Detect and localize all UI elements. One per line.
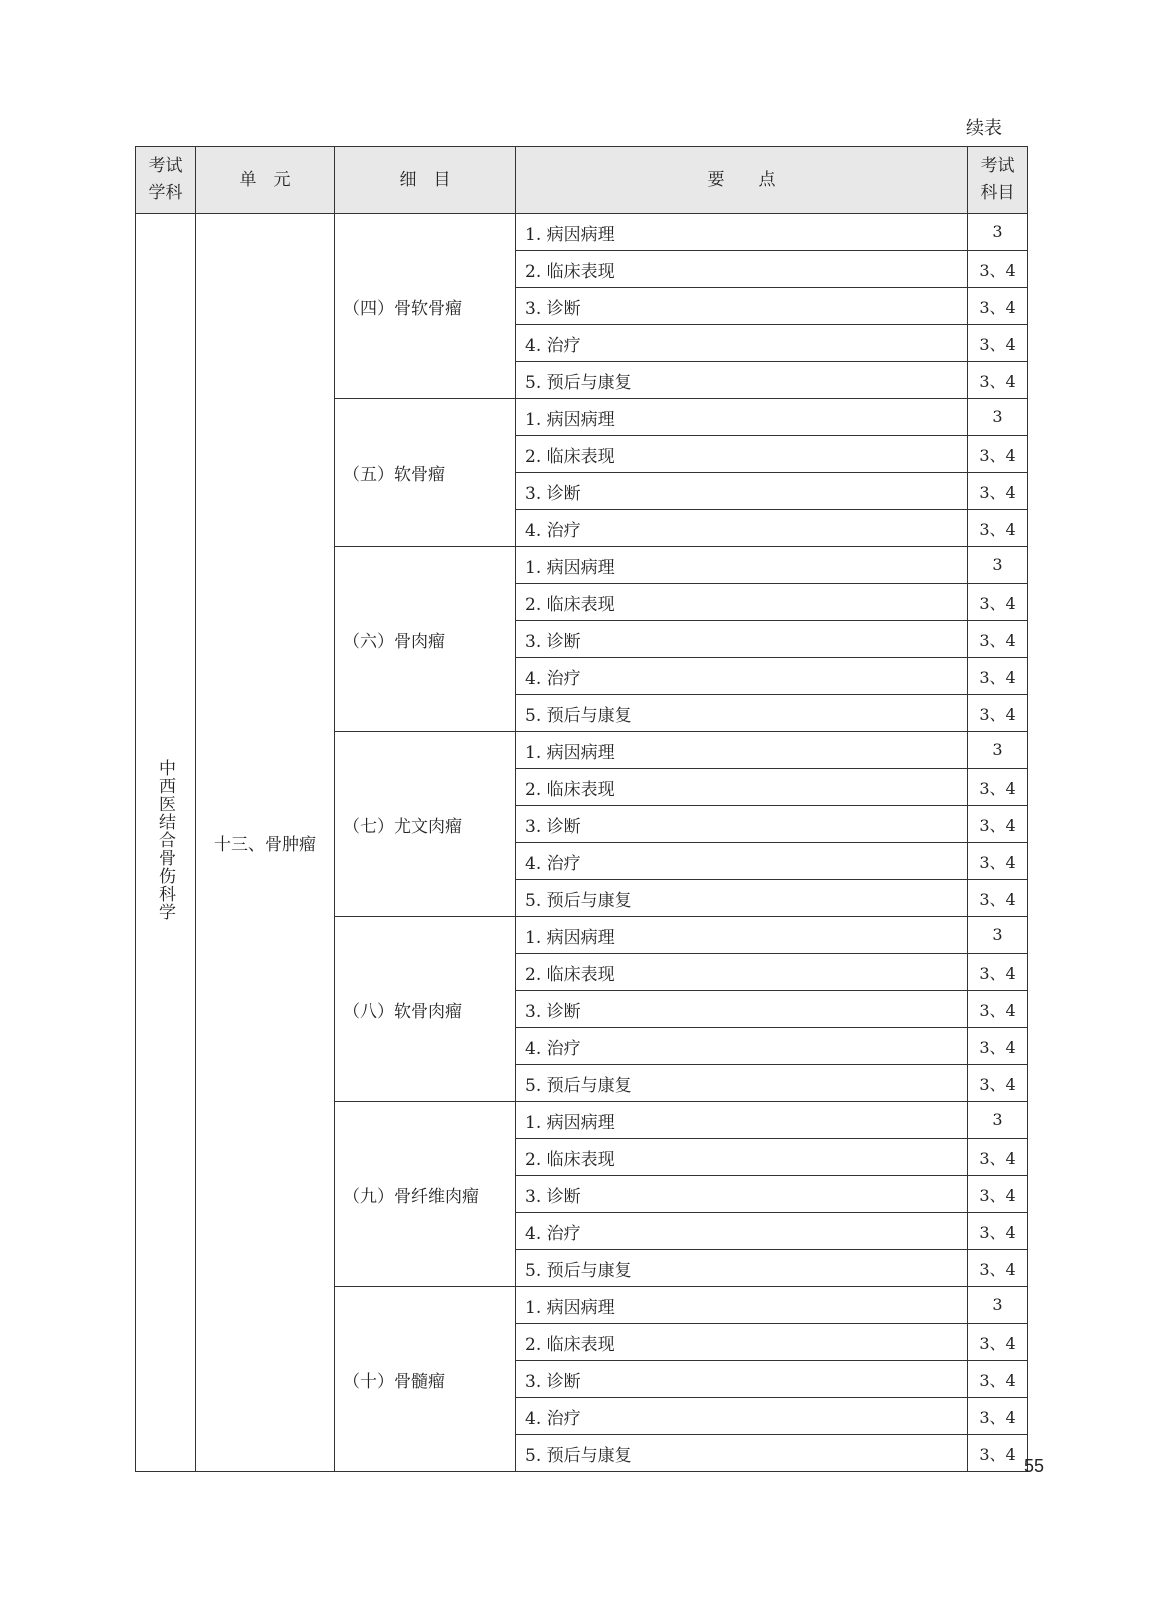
level-value: 3、4 [979,889,1016,909]
point-cell: 5. 预后与康复 [516,1250,968,1287]
level-value: 3、4 [979,1037,1016,1057]
level-value: 3、4 [979,445,1016,465]
header-row [136,147,1028,214]
point-cell: 1. 病因病理 [516,917,968,954]
level-value: 3 [992,740,1003,759]
level-cell [968,1250,1028,1287]
level-value: 3 [992,555,1003,574]
detail-cell: （八）软骨肉瘤 [335,917,516,1102]
point-cell: 2. 临床表现 [516,954,968,991]
level-cell [968,214,1028,251]
point-cell: 4. 治疗 [516,1028,968,1065]
level-cell [968,362,1028,399]
level-value: 3、4 [979,630,1016,650]
level-value: 3、4 [979,815,1016,835]
point-cell: 1. 病因病理 [516,399,968,436]
level-cell [968,1139,1028,1176]
detail-cell: （十）骨髓瘤 [335,1287,516,1472]
level-cell [968,399,1028,436]
point-cell: 3. 诊断 [516,991,968,1028]
level-cell [968,547,1028,584]
level-cell [968,325,1028,362]
detail-cell: （九）骨纤维肉瘤 [335,1102,516,1287]
level-cell [968,436,1028,473]
level-cell [968,1324,1028,1361]
point-cell: 3. 诊断 [516,473,968,510]
point-cell: 3. 诊断 [516,288,968,325]
level-cell [968,1176,1028,1213]
level-value: 3、4 [979,778,1016,798]
point-cell: 5. 预后与康复 [516,880,968,917]
level-value: 3、4 [979,1259,1016,1279]
point-cell: 3. 诊断 [516,806,968,843]
point-cell: 1. 病因病理 [516,214,968,251]
level-cell [968,658,1028,695]
level-value: 3、4 [979,1185,1016,1205]
level-cell [968,1398,1028,1435]
level-value: 3、4 [979,482,1016,502]
table-body [136,214,1028,1472]
level-cell [968,251,1028,288]
level-value: 3、4 [979,1444,1016,1464]
level-cell [968,769,1028,806]
level-value: 3 [992,222,1003,241]
detail-cell: （五）软骨瘤 [335,399,516,547]
point-cell: 3. 诊断 [516,621,968,658]
point-cell: 5. 预后与康复 [516,1065,968,1102]
level-value: 3、4 [979,371,1016,391]
unit-label: 十三、骨肿瘤 [214,835,316,855]
continued-label: 续表 [966,118,1002,139]
point-cell: 4. 治疗 [516,325,968,362]
level-cell [968,1213,1028,1250]
level-cell [968,1361,1028,1398]
subject-cell [136,214,196,1472]
level-cell [968,510,1028,547]
point-cell: 4. 治疗 [516,658,968,695]
unit-cell [196,214,335,1472]
point-cell: 2. 临床表现 [516,436,968,473]
subject-label: 中西医结合骨伤科学 [155,759,175,921]
level-cell [968,954,1028,991]
point-cell: 1. 病因病理 [516,1102,968,1139]
header-level: 考试 科目 [968,147,1028,214]
header-subject: 考试 学科 [136,147,196,214]
level-cell [968,732,1028,769]
level-value: 3、4 [979,260,1016,280]
level-cell [968,695,1028,732]
level-value: 3、4 [979,667,1016,687]
point-cell: 4. 治疗 [516,510,968,547]
point-cell: 2. 临床表现 [516,584,968,621]
level-cell [968,991,1028,1028]
level-cell [968,1435,1028,1472]
point-cell: 2. 临床表现 [516,1139,968,1176]
detail-cell: （六）骨肉瘤 [335,547,516,732]
point-cell: 5. 预后与康复 [516,1435,968,1472]
level-cell [968,584,1028,621]
header-unit: 单 元 [196,147,335,214]
level-cell [968,288,1028,325]
point-cell: 2. 临床表现 [516,1324,968,1361]
level-value: 3、4 [979,1407,1016,1427]
level-cell [968,806,1028,843]
level-cell [968,473,1028,510]
level-cell [968,1065,1028,1102]
level-value: 3 [992,925,1003,944]
level-value: 3、4 [979,852,1016,872]
level-cell [968,621,1028,658]
level-cell [968,1028,1028,1065]
table-row [136,214,1028,251]
page-number: 55 [1024,1456,1045,1476]
point-cell: 3. 诊断 [516,1176,968,1213]
level-cell [968,1102,1028,1139]
point-cell: 1. 病因病理 [516,547,968,584]
level-value: 3 [992,1295,1003,1314]
point-cell: 1. 病因病理 [516,1287,968,1324]
level-value: 3、4 [979,1370,1016,1390]
point-cell: 1. 病因病理 [516,732,968,769]
level-value: 3、4 [979,1333,1016,1353]
header-detail: 细 目 [335,147,516,214]
level-value: 3、4 [979,963,1016,983]
level-value: 3、4 [979,704,1016,724]
level-cell [968,1287,1028,1324]
point-cell: 3. 诊断 [516,1361,968,1398]
point-cell: 2. 临床表现 [516,769,968,806]
detail-cell: （七）尤文肉瘤 [335,732,516,917]
level-value: 3、4 [979,1074,1016,1094]
exam-outline-table [135,146,1028,1472]
level-value: 3、4 [979,334,1016,354]
point-cell: 5. 预后与康复 [516,695,968,732]
point-cell: 4. 治疗 [516,1213,968,1250]
level-cell [968,843,1028,880]
level-value: 3、4 [979,1222,1016,1242]
level-value: 3 [992,407,1003,426]
level-value: 3、4 [979,1148,1016,1168]
level-value: 3、4 [979,1000,1016,1020]
level-value: 3 [992,1110,1003,1129]
level-value: 3、4 [979,519,1016,539]
level-value: 3、4 [979,297,1016,317]
point-cell: 4. 治疗 [516,1398,968,1435]
point-cell: 2. 临床表现 [516,251,968,288]
level-cell [968,880,1028,917]
point-cell: 5. 预后与康复 [516,362,968,399]
point-cell: 4. 治疗 [516,843,968,880]
level-cell [968,917,1028,954]
detail-cell: （四）骨软骨瘤 [335,214,516,399]
header-points: 要 点 [516,147,968,214]
level-value: 3、4 [979,593,1016,613]
